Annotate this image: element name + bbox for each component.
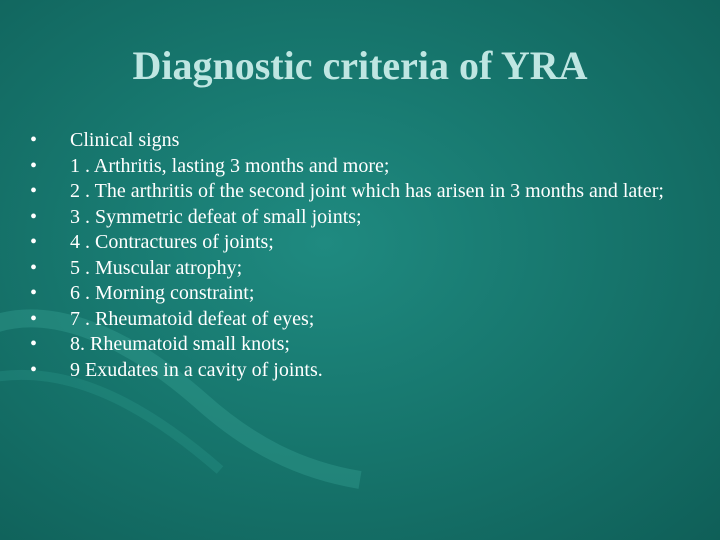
list-item: [30, 332, 670, 358]
list-item-text: 8. Rheumatoid small knots;: [70, 333, 290, 355]
list-item: [30, 128, 670, 154]
list-item: [30, 230, 670, 256]
list-item-text: 2 . The arthritis of the second joint which has arisen in 3 months and later;: [70, 180, 664, 202]
list-item-text: 1 . Arthritis, lasting 3 months and more;: [70, 154, 390, 177]
bullet-dot: •: [30, 129, 38, 151]
list-item: [30, 154, 670, 180]
bullet-dot: •: [30, 154, 38, 177]
list-item: [30, 281, 670, 307]
list-item-text: 3 . Symmetric defeat of small joints;: [70, 205, 362, 228]
list-item: [30, 205, 670, 231]
list-item: [30, 307, 670, 333]
list-item-text: 9 Exudates in a cavity of joints.: [70, 358, 323, 381]
bullet-dot: •: [30, 180, 38, 202]
slide-title: Diagnostic criteria of YRA: [132, 43, 588, 88]
bullet-dot: •: [30, 205, 38, 228]
list-item-text: 7 . Rheumatoid defeat of eyes;: [70, 307, 315, 330]
list-item-text: 4 . Contractures of joints;: [70, 231, 274, 253]
bullet-dot: •: [30, 256, 38, 279]
list-item: [30, 256, 670, 282]
bullet-dot: •: [30, 358, 38, 381]
bullet-list: [30, 128, 670, 383]
list-item: [30, 358, 670, 384]
list-item-text: 5 . Muscular atrophy;: [70, 256, 243, 279]
list-item-text: 6 . Morning constraint;: [70, 282, 255, 304]
bullet-dot: •: [30, 231, 38, 253]
list-item-text: Clinical signs: [70, 129, 180, 151]
bullet-dot: •: [30, 333, 38, 355]
bullet-dot: •: [30, 282, 38, 304]
bullet-dot: •: [30, 307, 38, 330]
list-item: [30, 179, 670, 205]
